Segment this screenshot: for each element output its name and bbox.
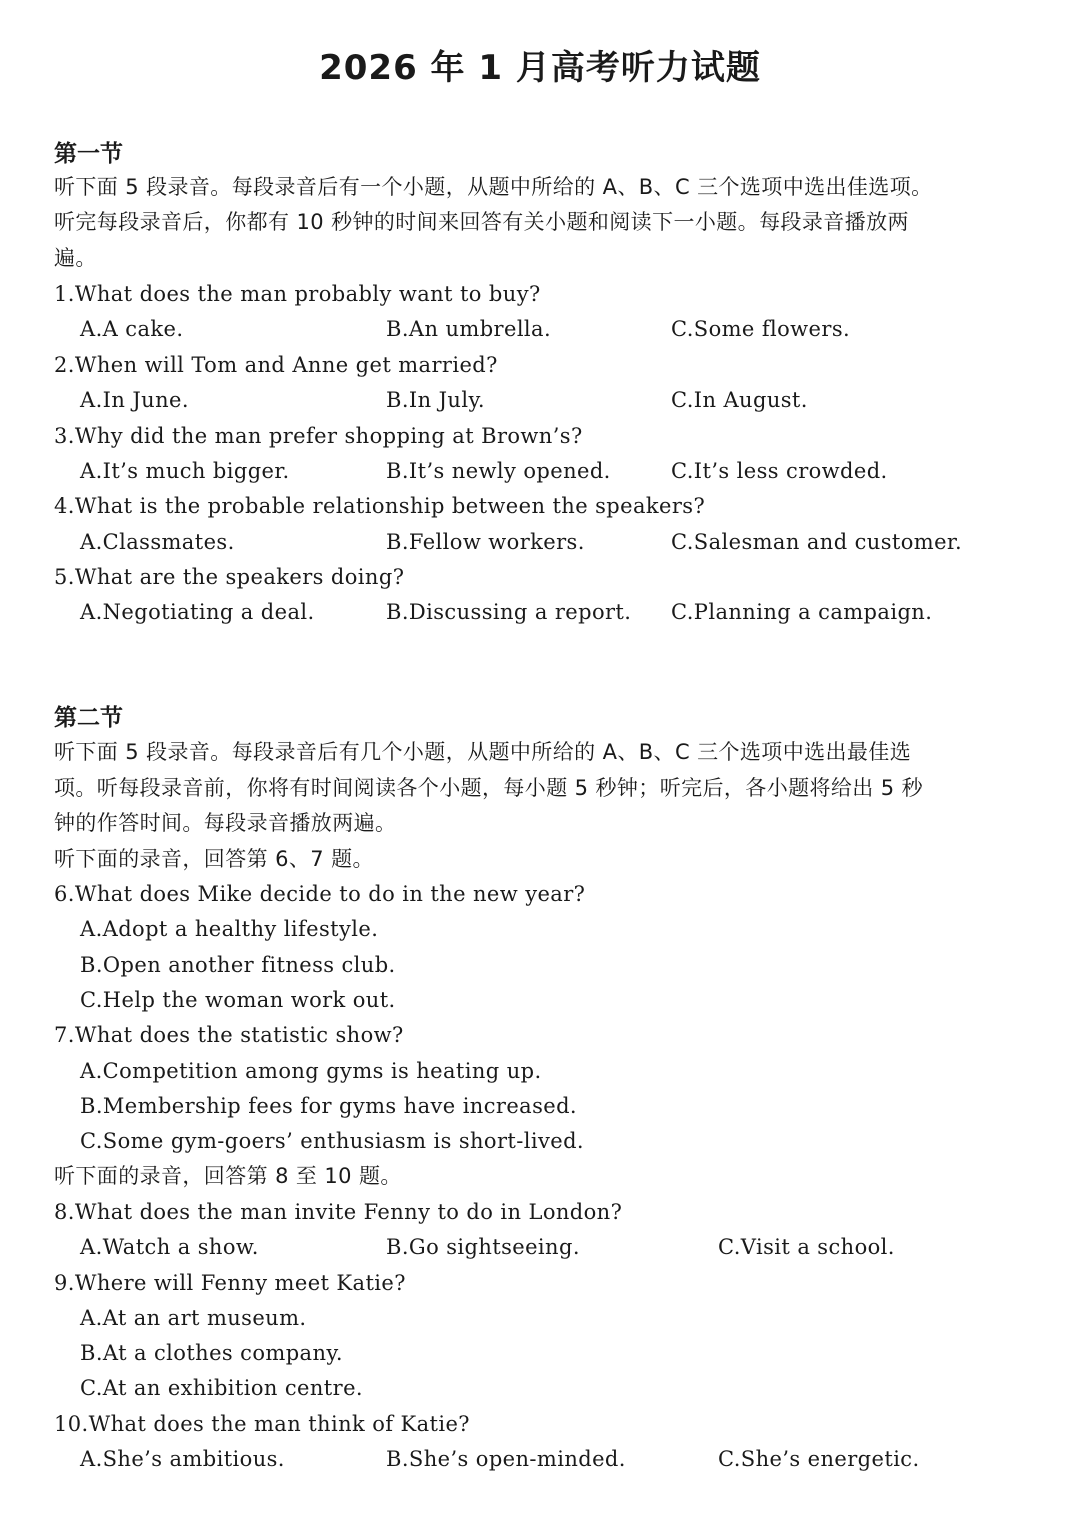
question-10: 10.What does the man think of Katie? xyxy=(54,1412,470,1436)
q8-option-c: C.Visit a school. xyxy=(718,1235,895,1259)
q1-option-b: B.An umbrella. xyxy=(386,317,552,341)
q9-option-a: A.At an art museum. xyxy=(80,1306,307,1330)
group-instruction-6-7: 听下面的录音，回答第 6、7 题。 xyxy=(54,847,374,871)
question-5: 5.What are the speakers doing? xyxy=(54,565,405,589)
section2-instruction-line-2: 项。听每段录音前，你将有时间阅读各个小题，每小题 5 秒钟；听完后，各小题将给出 5 秒 xyxy=(54,776,924,800)
group-instruction-8-10: 听下面的录音，回答第 8 至 10 题。 xyxy=(54,1164,402,1188)
q3-option-c: C.It’s less crowded. xyxy=(671,459,888,483)
section2-heading: 第二节 xyxy=(54,705,123,731)
q1-option-a: A.A cake. xyxy=(80,317,184,341)
section1-instruction-line-1: 听下面 5 段录音。每段录音后有一个小题，从题中所给的 A、B、C 三个选项中选出佳选项。 xyxy=(54,175,933,199)
q3-option-b: B.It’s newly opened. xyxy=(386,459,611,483)
q5-option-a: A.Negotiating a deal. xyxy=(80,600,315,624)
question-2: 2.When will Tom and Anne get married? xyxy=(54,353,498,377)
q5-option-c: C.Planning a campaign. xyxy=(671,600,933,624)
page-title: 2026 年 1 月高考听力试题 xyxy=(319,48,761,88)
question-1: 1.What does the man probably want to buy? xyxy=(54,282,541,306)
question-7: 7.What does the statistic show? xyxy=(54,1023,404,1047)
q7-option-a: A.Competition among gyms is heating up. xyxy=(80,1059,542,1083)
q6-option-b: B.Open another fitness club. xyxy=(80,953,396,977)
q4-option-a: A.Classmates. xyxy=(80,530,235,554)
q6-option-a: A.Adopt a healthy lifestyle. xyxy=(80,917,379,941)
q1-option-c: C.Some flowers. xyxy=(671,317,851,341)
q10-option-c: C.She’s energetic. xyxy=(718,1447,920,1471)
q4-option-c: C.Salesman and customer. xyxy=(671,530,963,554)
question-8: 8.What does the man invite Fenny to do in London? xyxy=(54,1200,623,1224)
question-4: 4.What is the probable relationship between the speakers? xyxy=(54,494,706,518)
q2-option-b: B.In July. xyxy=(386,388,486,412)
q7-option-b: B.Membership fees for gyms have increased. xyxy=(80,1094,578,1118)
q4-option-b: B.Fellow workers. xyxy=(386,530,585,554)
q2-option-a: A.In June. xyxy=(80,388,189,412)
question-3: 3.Why did the man prefer shopping at Brown’s? xyxy=(54,424,583,448)
question-9: 9.Where will Fenny meet Katie? xyxy=(54,1271,406,1295)
q9-option-b: B.At a clothes company. xyxy=(80,1341,343,1365)
section1-instruction-line-2: 听完每段录音后，你都有 10 秒钟的时间来回答有关小题和阅读下一小题。每段录音播放两 xyxy=(54,210,909,234)
q5-option-b: B.Discussing a report. xyxy=(386,600,632,624)
section1-heading: 第一节 xyxy=(54,141,123,167)
q10-option-a: A.She’s ambitious. xyxy=(80,1447,285,1471)
section2-instruction-line-3: 钟的作答时间。每段录音播放两遍。 xyxy=(54,811,397,835)
q7-option-c: C.Some gym-goers’ enthusiasm is short-lived. xyxy=(80,1129,584,1153)
section2-instruction-line-1: 听下面 5 段录音。每段录音后有几个小题，从题中所给的 A、B、C 三个选项中选出最佳选 xyxy=(54,740,912,764)
q3-option-a: A.It’s much bigger. xyxy=(80,459,290,483)
q8-option-a: A.Watch a show. xyxy=(80,1235,259,1259)
q10-option-b: B.She’s open-minded. xyxy=(386,1447,626,1471)
section1-instruction-line-3: 遍。 xyxy=(54,246,97,270)
q9-option-c: C.At an exhibition centre. xyxy=(80,1376,363,1400)
q6-option-c: C.Help the woman work out. xyxy=(80,988,396,1012)
q8-option-b: B.Go sightseeing. xyxy=(386,1235,580,1259)
q2-option-c: C.In August. xyxy=(671,388,808,412)
question-6: 6.What does Mike decide to do in the new year? xyxy=(54,882,586,906)
